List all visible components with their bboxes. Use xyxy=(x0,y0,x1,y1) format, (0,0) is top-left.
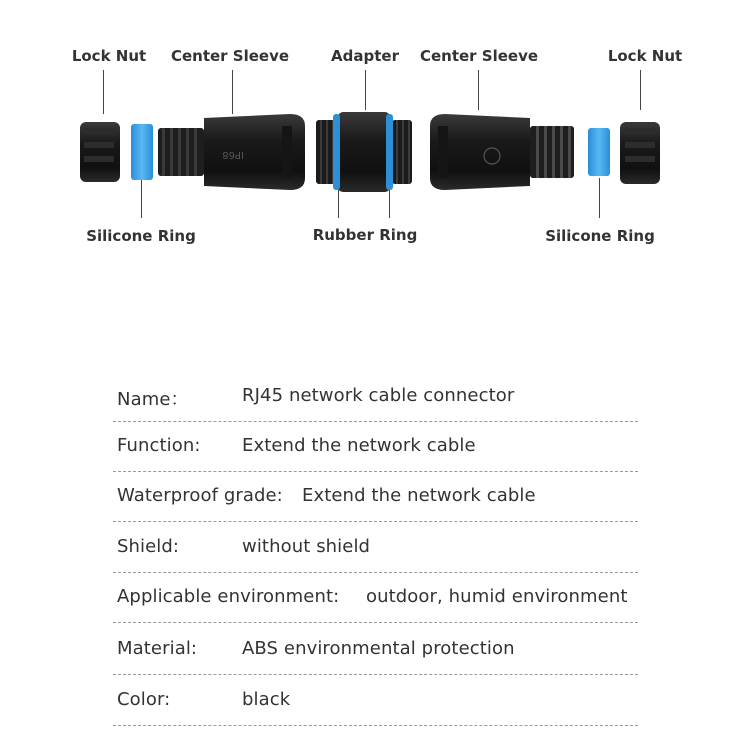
spec-row-environment xyxy=(113,572,638,623)
spec-row-color xyxy=(113,675,638,726)
lock-nut-right xyxy=(620,122,660,184)
spec-value: outdoor, humid environment xyxy=(366,586,628,607)
spec-key: Waterproof grade: xyxy=(117,485,283,506)
spec-key: Shield: xyxy=(117,536,180,557)
center-sleeve-left xyxy=(158,114,305,190)
rubber-ring-right xyxy=(386,114,393,190)
label-lock-nut-left: Lock Nut xyxy=(71,47,147,65)
rubber-ring-left xyxy=(333,114,340,190)
lock-nut-left xyxy=(80,122,120,182)
label-rubber-ring: Rubber Ring xyxy=(312,226,418,244)
center-sleeve-right xyxy=(430,114,574,190)
spec-key: Name： xyxy=(117,389,189,410)
spec-value: without shield xyxy=(242,536,371,557)
spec-key: Material: xyxy=(117,638,198,659)
silicone-ring-left xyxy=(131,124,153,180)
label-center-sleeve-right: Center Sleeve xyxy=(419,47,539,65)
label-adapter: Adapter xyxy=(331,47,399,65)
spec-row-material xyxy=(113,624,638,675)
spec-value: black xyxy=(242,689,291,710)
spec-value: ABS environmental protection xyxy=(242,638,515,659)
spec-key: Applicable environment: xyxy=(117,586,340,607)
spec-row-name xyxy=(113,371,638,422)
spec-value: Extend the network cable xyxy=(302,485,536,506)
svg-text:IP68: IP68 xyxy=(222,149,244,160)
adapter xyxy=(316,112,412,192)
spec-value: Extend the network cable xyxy=(242,435,476,456)
spec-key: Function: xyxy=(117,435,201,456)
spec-value: RJ45 network cable connector xyxy=(242,385,515,406)
spec-row-shield xyxy=(113,522,638,573)
silicone-ring-right xyxy=(588,128,610,176)
label-silicone-ring-left: Silicone Ring xyxy=(86,227,196,245)
label-silicone-ring-right: Silicone Ring xyxy=(545,227,655,245)
spec-row-function xyxy=(113,421,638,472)
spec-row-waterproof-grade xyxy=(113,471,638,522)
connector-exploded-diagram xyxy=(0,0,750,260)
label-lock-nut-right: Lock Nut xyxy=(607,47,683,65)
label-center-sleeve-left: Center Sleeve xyxy=(170,47,290,65)
spec-key: Color: xyxy=(117,689,171,710)
